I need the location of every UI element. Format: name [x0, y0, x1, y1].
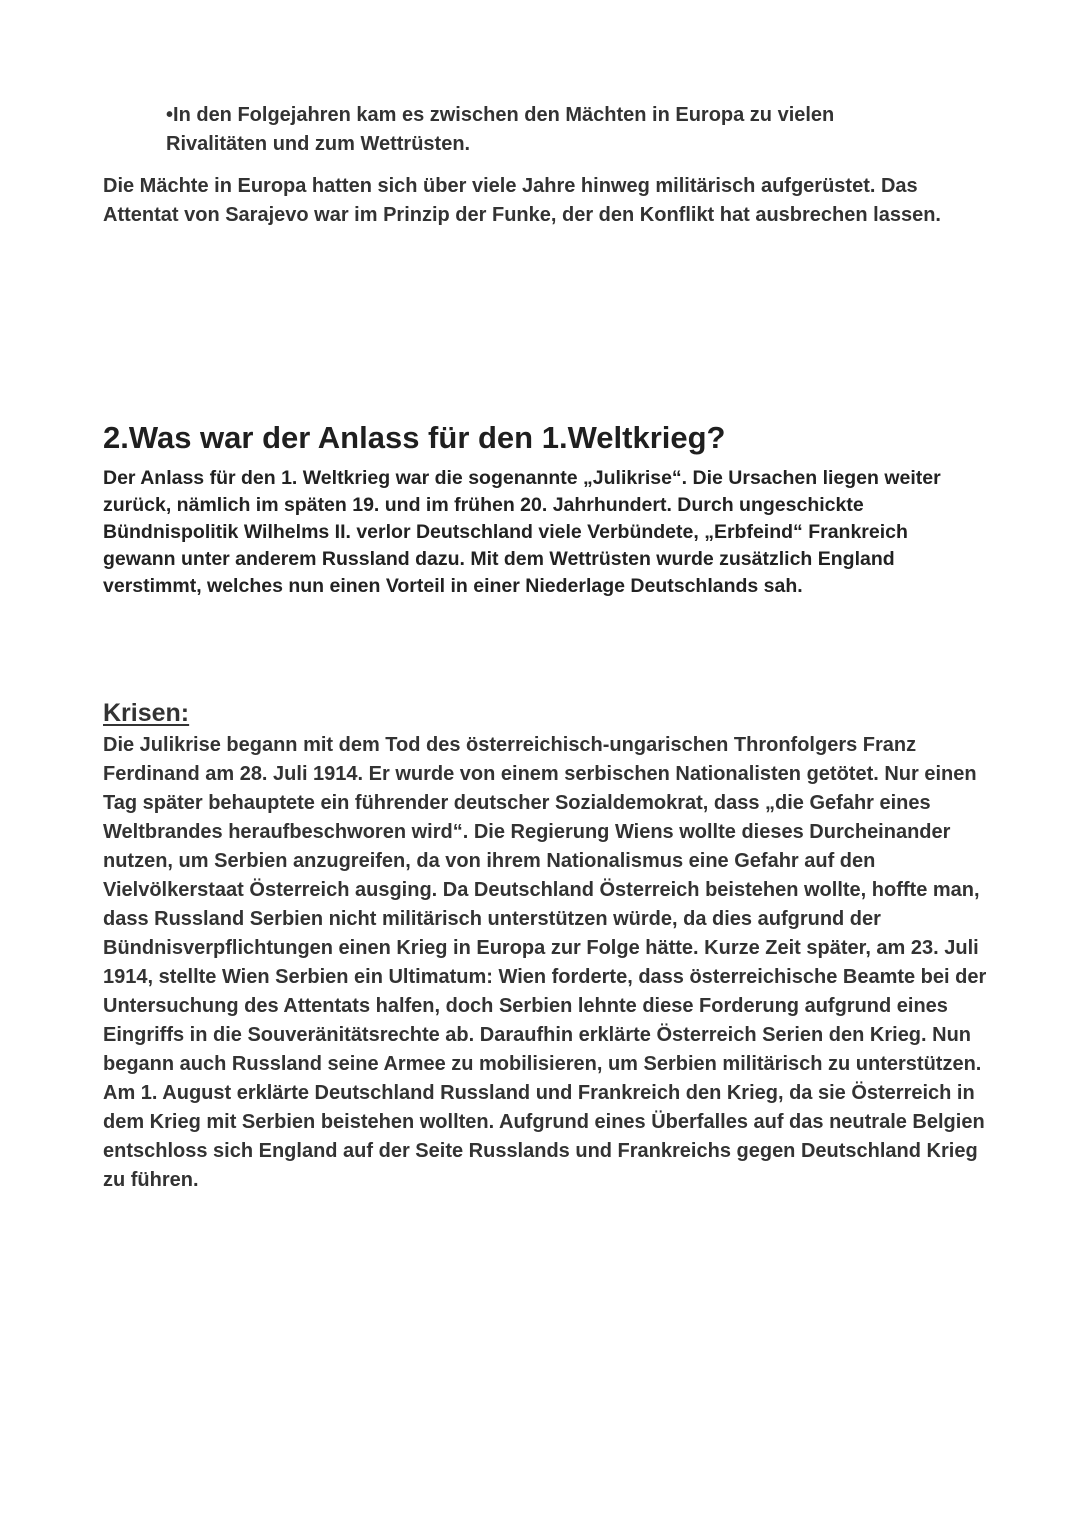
bullet-item [166, 101, 926, 159]
krisen-heading: Krisen: [103, 699, 190, 727]
krisen-paragraph: Die Julikrise begann mit dem Tod des österreichisch-ungarischen Thronfolgers Franz Ferdinand am 28. Juli 1914. Er wurde von einem serbischen Nationalisten getötet. Nur einen Tag später behauptete ein führender deutscher Sozialdemokrat, dass „die Gefahr eines Weltbrandes heraufbeschworen wird“. Die Regierung Wiens wollte dieses Durcheinander nutzen, um Serbien anzugreifen, da von ihrem Nationalismus eine Gefahr auf den Vielvölkerstaat Österreich ausging. Da Deutschland Österreich beistehen wollte, hoffte man, dass Russland Serbien nicht militärisch unterstützen würde, da dies aufgrund der Bündnisverpflichtungen einen Krieg in Europa zur Folge hätte. Kurze Zeit später, am 23. Juli 1914, stellte Wien Serbien ein Ultimatum: Wien forderte, dass österreichische Beamte bei der Untersuchung des Attentats halfen, doch Serbien lehnte diese Forderung aufgrund eines Eingriffs in die Souveränitätsrechte ab. Daraufhin erklärte Österreich Serien den Krieg. Nun begann auch Russland seine Armee zu mobilisieren, um Serbien militärisch zu unterstützen. Am 1. August erklärte Deutschland Russland und Frankreich den Krieg, da sie Österreich in dem Krieg mit Serbien beistehen wollten. Aufgrund eines Überfalles auf das neutrale Belgien entschloss sich England auf der Seite Russlands und Frankreichs gegen Deutschland Krieg zu führen. [103, 734, 987, 1191]
bullet-marker: • [166, 104, 174, 126]
intro-paragraph: Die Mächte in Europa hatten sich über viele Jahre hinweg militärisch aufgerüstet. Das Attentat von Sarajevo war im Prinzip der Funke, der den Konflikt hat ausbrechen lassen. [103, 175, 941, 226]
section-heading-anlass: 2.Was war der Anlass für den 1.Weltkrieg? [103, 420, 726, 455]
anlass-paragraph: Der Anlass für den 1. Weltkrieg war die sogenannte „Julikrise“. Die Ursachen liegen weiter zurück, nämlich im späten 19. und im frühen 20. Jahrhundert. Durch ungeschickte Bündnispolitik Wilhelms II. verlor Deutschland viele Verbündete, „Erbfeind“ Frankreich gewann unter anderem Russland dazu. Mit dem Wettrüsten wurde zusätzlich England verstimmt, welches nun einen Vorteil in einer Niederlage Deutschlands sah. [103, 467, 941, 597]
bullet-text: In den Folgejahren kam es zwischen den Mächten in Europa zu vielen Rivalitäten und zum Wettrüsten. [166, 104, 835, 155]
